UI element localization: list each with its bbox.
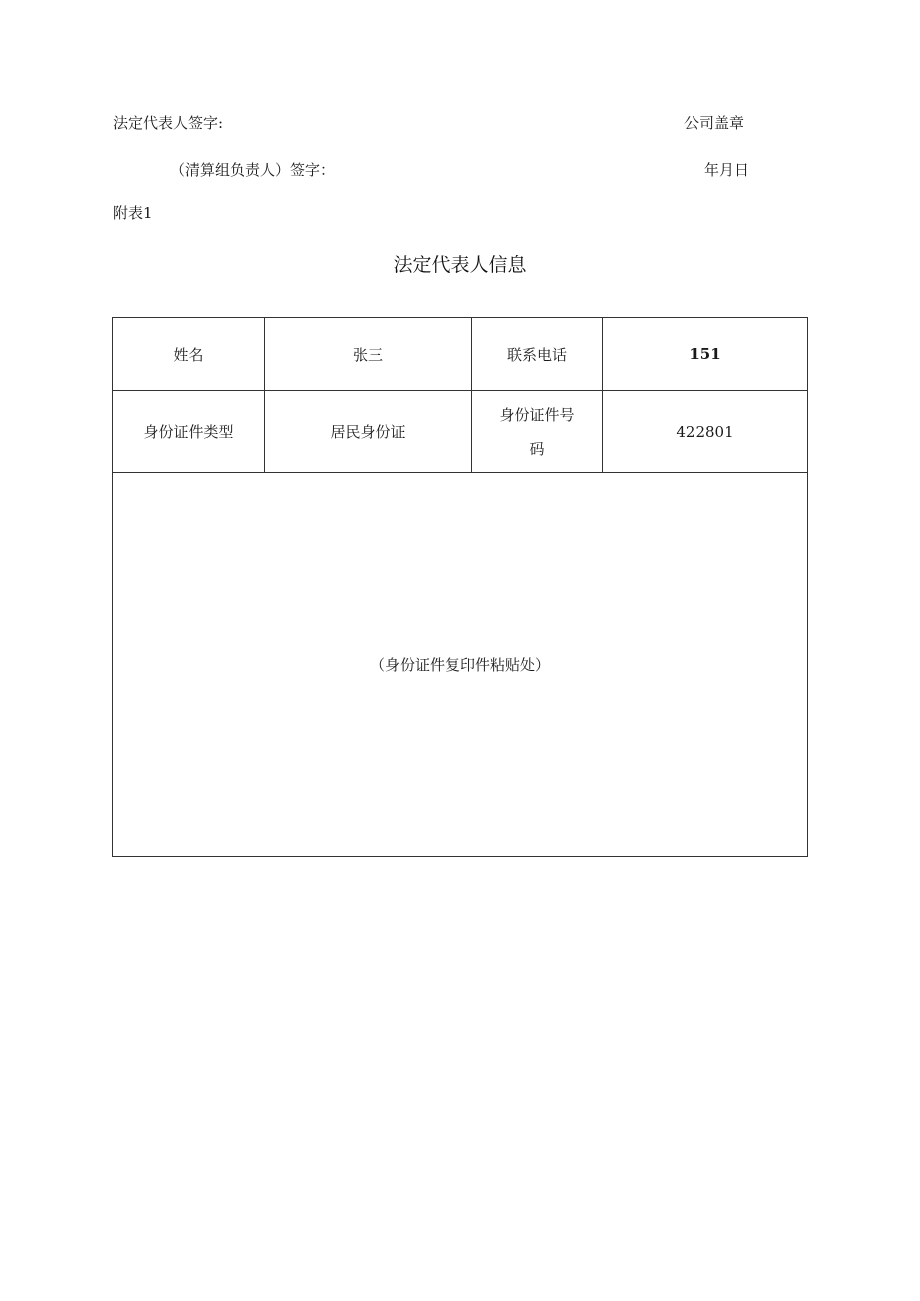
appendix-label: 附表1 bbox=[113, 204, 153, 222]
phone-label: 联系电话 bbox=[506, 345, 567, 364]
id-number-value-cell[interactable] bbox=[603, 391, 808, 473]
form-title: 法定代表人信息 bbox=[393, 254, 527, 276]
table-row bbox=[113, 318, 808, 391]
id-number-value: 422801 bbox=[676, 422, 734, 441]
legal-rep-signature-label: 法定代表人签字: bbox=[113, 114, 224, 132]
name-value: 张三 bbox=[352, 345, 383, 364]
phone-value-cell[interactable] bbox=[603, 318, 808, 391]
id-number-label-line2: 码 bbox=[529, 439, 545, 458]
id-number-label-line1: 身份证件号 bbox=[499, 405, 575, 424]
table-row bbox=[113, 391, 808, 473]
paste-area-label: （身份证件复印件粘贴处） bbox=[369, 656, 550, 674]
id-type-label-cell bbox=[113, 391, 265, 473]
name-label: 姓名 bbox=[173, 345, 204, 364]
id-type-value-cell[interactable] bbox=[265, 391, 472, 473]
company-seal-label: 公司盖章 bbox=[684, 114, 745, 132]
name-label-cell bbox=[113, 318, 265, 391]
liquidation-signature-label: （清算组负责人）签字： bbox=[170, 161, 336, 179]
id-type-label: 身份证件类型 bbox=[143, 423, 234, 441]
name-value-cell[interactable] bbox=[265, 318, 472, 391]
phone-label-cell bbox=[472, 318, 603, 391]
id-type-value: 居民身份证 bbox=[330, 423, 406, 441]
id-number-label-cell bbox=[472, 391, 603, 473]
legal-rep-info-table bbox=[112, 317, 808, 857]
id-copy-paste-area[interactable] bbox=[113, 473, 808, 857]
date-label: 年月日 bbox=[704, 161, 750, 179]
phone-value: 151 bbox=[689, 345, 721, 363]
table-row bbox=[113, 473, 808, 857]
